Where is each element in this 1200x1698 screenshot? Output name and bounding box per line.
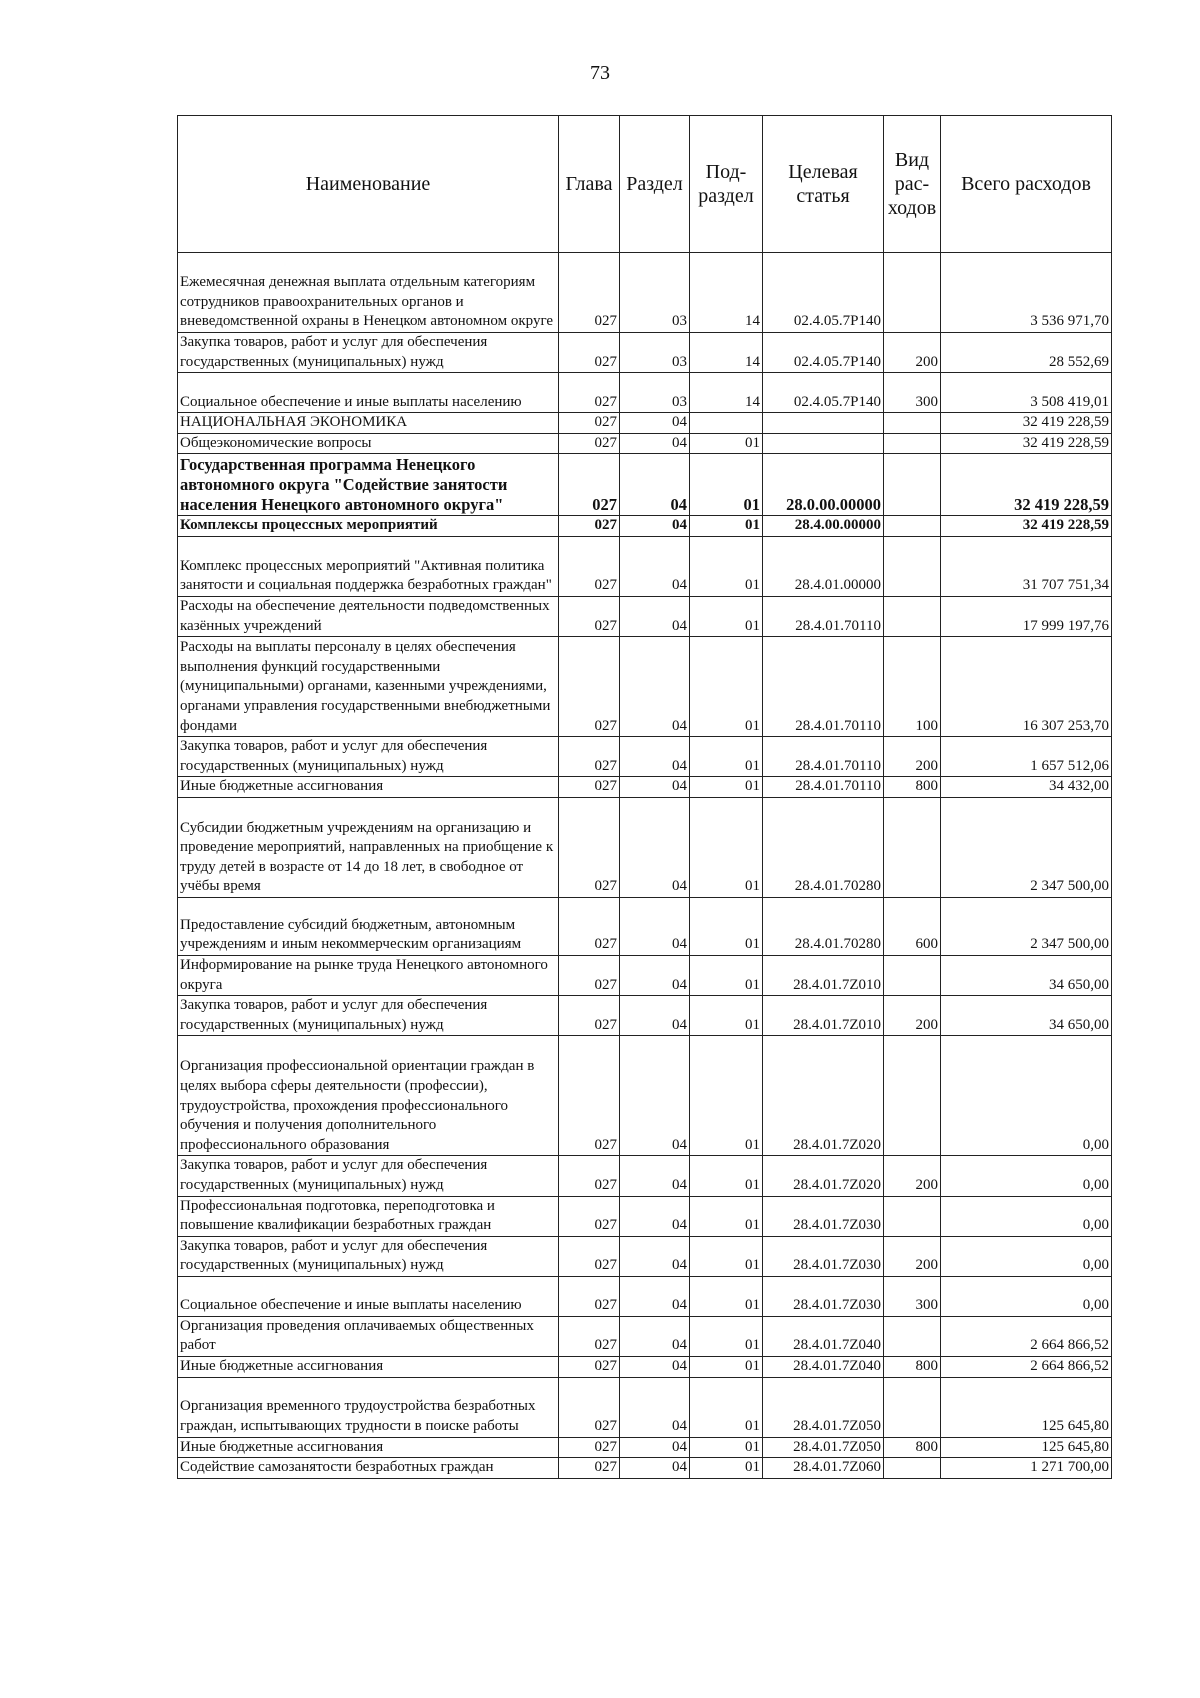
- row-section: 04: [620, 433, 690, 454]
- row-subsection: 01: [690, 596, 763, 636]
- row-total: 34 650,00: [941, 996, 1112, 1036]
- table-row: [178, 1236, 1112, 1276]
- row-section: 04: [620, 1458, 690, 1479]
- row-name: Закупка товаров, работ и услуг для обеспечения государственных (муниципальных) нужд: [178, 737, 559, 777]
- row-total: 34 650,00: [941, 955, 1112, 995]
- row-section: 04: [620, 1437, 690, 1458]
- row-subsection: 01: [690, 1196, 763, 1236]
- row-total: 0,00: [941, 1236, 1112, 1276]
- row-target-article: 28.4.01.7Z050: [763, 1377, 884, 1437]
- row-subsection: 01: [690, 737, 763, 777]
- header-section: Раздел: [620, 116, 690, 253]
- budget-table: [177, 115, 1112, 1479]
- row-expense-type: 800: [884, 1437, 941, 1458]
- row-target-article: 28.4.01.7Z040: [763, 1357, 884, 1378]
- row-expense-type: [884, 536, 941, 596]
- row-total: 17 999 197,76: [941, 596, 1112, 636]
- row-target-article: 28.4.01.7Z020: [763, 1036, 884, 1156]
- header-expense-type: Вид рас- ходов: [884, 116, 941, 253]
- row-name: Общеэкономические вопросы: [178, 433, 559, 454]
- row-total: 0,00: [941, 1036, 1112, 1156]
- row-name: Предоставление субсидий бюджетным, автономным учреждениям и иным некоммерческим организациям: [178, 897, 559, 955]
- row-section: 03: [620, 333, 690, 373]
- row-chapter: 027: [559, 737, 620, 777]
- row-section: 04: [620, 1156, 690, 1196]
- row-chapter: 027: [559, 1036, 620, 1156]
- table-row: [178, 516, 1112, 537]
- header-row: [178, 116, 1112, 253]
- row-target-article: 28.4.00.00000: [763, 516, 884, 537]
- row-name: Расходы на выплаты персоналу в целях обеспечения выполнения функций государственными (муниципальными) органами, казенными учреждениями, органами управления государственными внебюджетными фондами: [178, 637, 559, 737]
- row-expense-type: [884, 1377, 941, 1437]
- row-section: 04: [620, 996, 690, 1036]
- table-row: [178, 454, 1112, 516]
- row-section: 04: [620, 1236, 690, 1276]
- row-section: 04: [620, 1377, 690, 1437]
- row-chapter: 027: [559, 1156, 620, 1196]
- row-name: Комплексы процессных мероприятий: [178, 516, 559, 537]
- row-name: Организация временного трудоустройства безработных граждан, испытывающих трудности в поиске работы: [178, 1377, 559, 1437]
- row-target-article: 28.4.01.7Z050: [763, 1437, 884, 1458]
- row-section: 04: [620, 1357, 690, 1378]
- table-row: [178, 897, 1112, 955]
- row-subsection: 01: [690, 536, 763, 596]
- row-name: Профессиональная подготовка, переподготовка и повышение квалификации безработных граждан: [178, 1196, 559, 1236]
- row-expense-type: [884, 797, 941, 897]
- row-name: Иные бюджетные ассигнования: [178, 777, 559, 798]
- row-expense-type: [884, 454, 941, 516]
- row-target-article: 28.4.01.70280: [763, 897, 884, 955]
- row-target-article: 28.4.01.7Z030: [763, 1276, 884, 1316]
- row-subsection: 14: [690, 373, 763, 413]
- table-row: [178, 1036, 1112, 1156]
- row-name: Организация профессиональной ориентации граждан в целях выбора сферы деятельности (профессии), трудоустройства, прохождения профессионального обучения и получения дополнительного профессионального образования: [178, 1036, 559, 1156]
- table-row: [178, 996, 1112, 1036]
- page-number: 73: [590, 62, 610, 84]
- table-row: [178, 1156, 1112, 1196]
- table-row: [178, 1437, 1112, 1458]
- row-subsection: 01: [690, 516, 763, 537]
- row-name: НАЦИОНАЛЬНАЯ ЭКОНОМИКА: [178, 413, 559, 434]
- table-row: [178, 413, 1112, 434]
- table-row: [178, 777, 1112, 798]
- row-total: 125 645,80: [941, 1437, 1112, 1458]
- table-row: [178, 373, 1112, 413]
- row-expense-type: 200: [884, 333, 941, 373]
- row-subsection: 01: [690, 955, 763, 995]
- header-target-article: Целевая статья: [763, 116, 884, 253]
- row-expense-type: 200: [884, 996, 941, 1036]
- row-expense-type: 200: [884, 1156, 941, 1196]
- row-chapter: 027: [559, 897, 620, 955]
- row-chapter: 027: [559, 516, 620, 537]
- row-total: 2 347 500,00: [941, 897, 1112, 955]
- row-section: 04: [620, 897, 690, 955]
- row-expense-type: [884, 1036, 941, 1156]
- row-expense-type: 100: [884, 637, 941, 737]
- row-subsection: 01: [690, 897, 763, 955]
- row-name: Организация проведения оплачиваемых общественных работ: [178, 1316, 559, 1356]
- row-chapter: 027: [559, 637, 620, 737]
- row-total: 32 419 228,59: [941, 454, 1112, 516]
- row-total: 2 664 866,52: [941, 1316, 1112, 1356]
- row-section: 04: [620, 1036, 690, 1156]
- row-target-article: 28.4.01.7Z010: [763, 996, 884, 1036]
- row-subsection: 01: [690, 454, 763, 516]
- table-row: [178, 333, 1112, 373]
- row-name: Ежемесячная денежная выплата отдельным категориям сотрудников правоохранительных органов и вневедомственной охраны в Ненецком автономном округе: [178, 253, 559, 333]
- table-row: [178, 737, 1112, 777]
- row-expense-type: 300: [884, 1276, 941, 1316]
- row-target-article: 28.4.01.7Z040: [763, 1316, 884, 1356]
- row-expense-type: 800: [884, 1357, 941, 1378]
- row-expense-type: 300: [884, 373, 941, 413]
- row-total: 1 657 512,06: [941, 737, 1112, 777]
- row-chapter: 027: [559, 433, 620, 454]
- table-row: [178, 955, 1112, 995]
- row-chapter: 027: [559, 596, 620, 636]
- row-target-article: 28.4.01.7Z030: [763, 1196, 884, 1236]
- row-expense-type: 200: [884, 1236, 941, 1276]
- row-target-article: 28.4.01.7Z010: [763, 955, 884, 995]
- row-chapter: 027: [559, 1276, 620, 1316]
- row-name: Социальное обеспечение и иные выплаты населению: [178, 373, 559, 413]
- row-chapter: 027: [559, 1316, 620, 1356]
- table-row: [178, 1276, 1112, 1316]
- row-chapter: 027: [559, 333, 620, 373]
- row-expense-type: 200: [884, 737, 941, 777]
- row-subsection: 01: [690, 637, 763, 737]
- row-target-article: 02.4.05.7Р140: [763, 253, 884, 333]
- row-total: 0,00: [941, 1276, 1112, 1316]
- row-target-article: 28.4.01.70110: [763, 637, 884, 737]
- row-subsection: 14: [690, 333, 763, 373]
- row-chapter: 027: [559, 373, 620, 413]
- table-row: [178, 433, 1112, 454]
- row-chapter: 027: [559, 253, 620, 333]
- row-total: 2 347 500,00: [941, 797, 1112, 897]
- row-subsection: 01: [690, 1437, 763, 1458]
- row-section: 04: [620, 777, 690, 798]
- row-name: Содействие самозанятости безработных граждан: [178, 1458, 559, 1479]
- row-subsection: 01: [690, 1036, 763, 1156]
- table-row: [178, 1458, 1112, 1479]
- row-name: Расходы на обеспечение деятельности подведомственных казённых учреждений: [178, 596, 559, 636]
- table-row: [178, 1357, 1112, 1378]
- row-expense-type: [884, 253, 941, 333]
- row-section: 03: [620, 373, 690, 413]
- row-target-article: [763, 433, 884, 454]
- table-row: [178, 1377, 1112, 1437]
- row-total: 0,00: [941, 1196, 1112, 1236]
- row-total: 125 645,80: [941, 1377, 1112, 1437]
- row-expense-type: [884, 1458, 941, 1479]
- row-expense-type: 600: [884, 897, 941, 955]
- table-row: [178, 253, 1112, 333]
- row-chapter: 027: [559, 536, 620, 596]
- table-row: [178, 1196, 1112, 1236]
- row-name: Комплекс процессных мероприятий "Активная политика занятости и социальная поддержка безработных граждан": [178, 536, 559, 596]
- row-name: Закупка товаров, работ и услуг для обеспечения государственных (муниципальных) нужд: [178, 1236, 559, 1276]
- row-target-article: 28.4.01.00000: [763, 536, 884, 596]
- row-subsection: 01: [690, 1458, 763, 1479]
- row-subsection: 01: [690, 996, 763, 1036]
- row-target-article: 02.4.05.7Р140: [763, 333, 884, 373]
- row-chapter: 027: [559, 996, 620, 1036]
- row-total: 3 536 971,70: [941, 253, 1112, 333]
- row-chapter: 027: [559, 1437, 620, 1458]
- row-section: 04: [620, 797, 690, 897]
- row-subsection: 01: [690, 1276, 763, 1316]
- row-target-article: 02.4.05.7Р140: [763, 373, 884, 413]
- row-total: 31 707 751,34: [941, 536, 1112, 596]
- row-total: 28 552,69: [941, 333, 1112, 373]
- row-chapter: 027: [559, 454, 620, 516]
- row-subsection: 01: [690, 433, 763, 454]
- row-total: 3 508 419,01: [941, 373, 1112, 413]
- row-subsection: 14: [690, 253, 763, 333]
- row-name: Закупка товаров, работ и услуг для обеспечения государственных (муниципальных) нужд: [178, 333, 559, 373]
- row-chapter: 027: [559, 797, 620, 897]
- row-expense-type: [884, 596, 941, 636]
- row-section: 04: [620, 454, 690, 516]
- row-expense-type: [884, 955, 941, 995]
- header-subsection: Под- раздел: [690, 116, 763, 253]
- row-subsection: 01: [690, 1156, 763, 1196]
- row-subsection: 01: [690, 1357, 763, 1378]
- row-section: 03: [620, 253, 690, 333]
- row-target-article: 28.4.01.7Z030: [763, 1236, 884, 1276]
- row-chapter: 027: [559, 1458, 620, 1479]
- row-subsection: 01: [690, 797, 763, 897]
- row-total: 1 271 700,00: [941, 1458, 1112, 1479]
- row-section: 04: [620, 1196, 690, 1236]
- row-chapter: 027: [559, 777, 620, 798]
- row-target-article: 28.0.00.00000: [763, 454, 884, 516]
- row-target-article: 28.4.01.70110: [763, 777, 884, 798]
- row-chapter: 027: [559, 1357, 620, 1378]
- row-section: 04: [620, 516, 690, 537]
- row-total: 16 307 253,70: [941, 637, 1112, 737]
- row-name: Иные бюджетные ассигнования: [178, 1357, 559, 1378]
- row-target-article: 28.4.01.70280: [763, 797, 884, 897]
- row-total: 34 432,00: [941, 777, 1112, 798]
- row-expense-type: 800: [884, 777, 941, 798]
- row-subsection: 01: [690, 1236, 763, 1276]
- row-name: Иные бюджетные ассигнования: [178, 1437, 559, 1458]
- row-target-article: 28.4.01.7Z020: [763, 1156, 884, 1196]
- row-subsection: 01: [690, 1377, 763, 1437]
- header-total: Всего расходов: [941, 116, 1112, 253]
- row-section: 04: [620, 637, 690, 737]
- row-chapter: 027: [559, 955, 620, 995]
- row-expense-type: [884, 516, 941, 537]
- row-expense-type: [884, 433, 941, 454]
- row-section: 04: [620, 536, 690, 596]
- table-row: [178, 596, 1112, 636]
- row-target-article: 28.4.01.70110: [763, 596, 884, 636]
- row-name: Государственная программа Ненецкого автономного округа "Содействие занятости населения Ненецкого автономного округа": [178, 454, 559, 516]
- row-expense-type: [884, 1196, 941, 1236]
- row-chapter: 027: [559, 413, 620, 434]
- row-target-article: [763, 413, 884, 434]
- row-name: Субсидии бюджетным учреждениям на организацию и проведение мероприятий, направленных на приобщение к труду детей в возрасте от 14 до 18 лет, в свободное от учёбы время: [178, 797, 559, 897]
- row-expense-type: [884, 1316, 941, 1356]
- row-chapter: 027: [559, 1377, 620, 1437]
- row-total: 2 664 866,52: [941, 1357, 1112, 1378]
- row-expense-type: [884, 413, 941, 434]
- table-row: [178, 1316, 1112, 1356]
- row-section: 04: [620, 1276, 690, 1316]
- row-subsection: [690, 413, 763, 434]
- row-subsection: 01: [690, 777, 763, 798]
- row-total: 32 419 228,59: [941, 516, 1112, 537]
- row-chapter: 027: [559, 1196, 620, 1236]
- row-name: Закупка товаров, работ и услуг для обеспечения государственных (муниципальных) нужд: [178, 1156, 559, 1196]
- row-section: 04: [620, 1316, 690, 1356]
- table-row: [178, 536, 1112, 596]
- row-subsection: 01: [690, 1316, 763, 1356]
- row-target-article: 28.4.01.70110: [763, 737, 884, 777]
- table-row: [178, 637, 1112, 737]
- row-section: 04: [620, 737, 690, 777]
- row-total: 32 419 228,59: [941, 433, 1112, 454]
- row-section: 04: [620, 596, 690, 636]
- header-name: Наименование: [178, 116, 559, 253]
- row-total: 0,00: [941, 1156, 1112, 1196]
- header-chapter: Глава: [559, 116, 620, 253]
- row-name: Информирование на рынке труда Ненецкого автономного округа: [178, 955, 559, 995]
- row-chapter: 027: [559, 1236, 620, 1276]
- row-total: 32 419 228,59: [941, 413, 1112, 434]
- row-name: Закупка товаров, работ и услуг для обеспечения государственных (муниципальных) нужд: [178, 996, 559, 1036]
- row-section: 04: [620, 413, 690, 434]
- row-name: Социальное обеспечение и иные выплаты населению: [178, 1276, 559, 1316]
- table-row: [178, 797, 1112, 897]
- row-section: 04: [620, 955, 690, 995]
- row-target-article: 28.4.01.7Z060: [763, 1458, 884, 1479]
